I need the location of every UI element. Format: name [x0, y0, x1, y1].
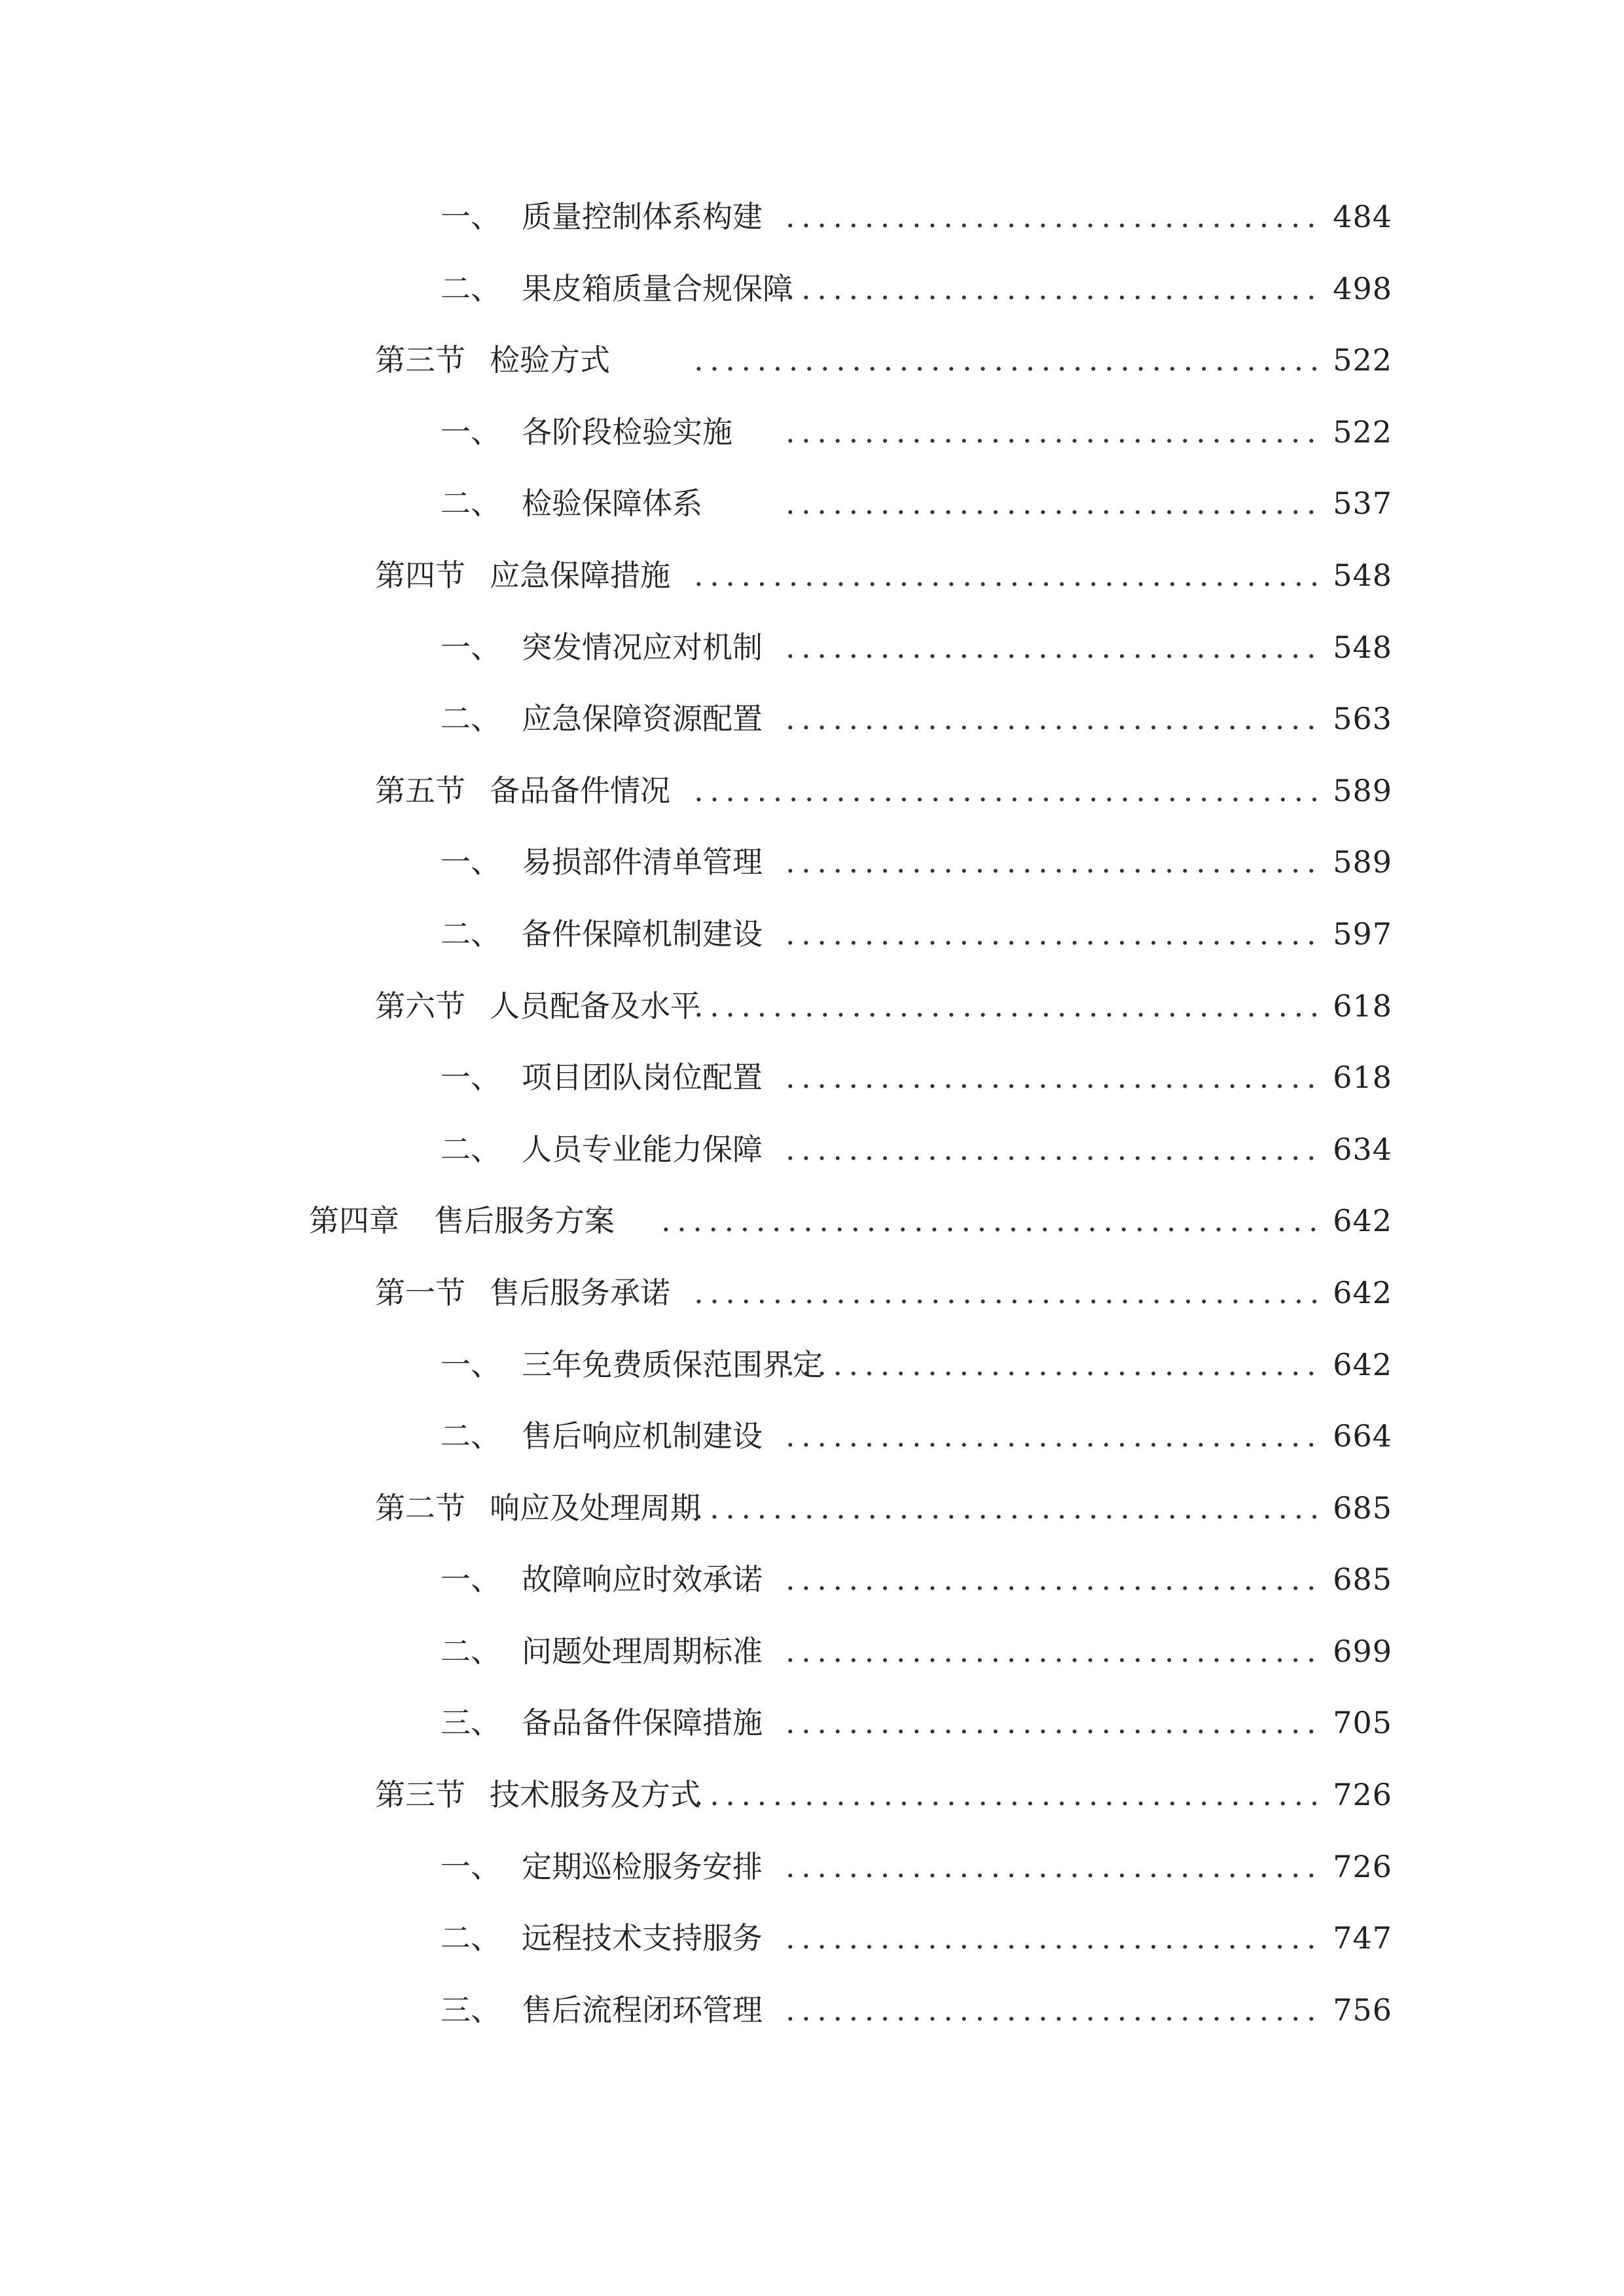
toc-entry-item[interactable]	[0, 194, 1624, 266]
toc-dot-leader	[661, 1198, 1318, 1244]
toc-entry-page-number: 634	[1333, 1131, 1392, 1167]
toc-entry-page-number: 747	[1333, 1920, 1392, 1956]
toc-entry-number: 三、	[441, 1705, 501, 1741]
toc-entry-page-number: 705	[1333, 1705, 1392, 1741]
toc-entry-number: 一、	[441, 1562, 501, 1598]
toc-dot-leader	[785, 1126, 1318, 1172]
toc-entry-page-number: 642	[1333, 1346, 1392, 1382]
toc-entry-section[interactable]	[0, 1485, 1624, 1557]
toc-dot-leader	[785, 409, 1318, 455]
toc-dot-leader	[785, 911, 1318, 957]
toc-entry-item[interactable]	[0, 1413, 1624, 1485]
toc-entry-title: 备件保障机制建设	[522, 916, 763, 952]
toc-entry-section[interactable]	[0, 1270, 1624, 1342]
toc-entry-page-number: 685	[1333, 1562, 1392, 1598]
toc-dot-leader	[694, 552, 1318, 598]
toc-entry-number: 第二节	[375, 1490, 465, 1526]
toc-dot-leader	[785, 1844, 1318, 1890]
toc-entry-section[interactable]	[0, 1772, 1624, 1844]
toc-entry-page-number: 548	[1333, 629, 1392, 665]
toc-entry-section[interactable]	[0, 337, 1624, 409]
toc-dot-leader	[694, 337, 1318, 383]
toc-entry-page-number: 618	[1333, 988, 1392, 1024]
toc-entry-number: 二、	[441, 1633, 501, 1669]
toc-entry-item[interactable]	[0, 1342, 1624, 1414]
toc-entry-item[interactable]	[0, 696, 1624, 768]
toc-entry-page-number: 522	[1333, 414, 1392, 450]
toc-entry-page-number: 589	[1333, 844, 1392, 880]
toc-dot-leader	[785, 1987, 1318, 2033]
toc-entry-title: 应急保障措施	[490, 557, 670, 593]
toc-entry-item[interactable]	[0, 1987, 1624, 2059]
toc-entry-page-number: 548	[1333, 557, 1392, 593]
toc-entry-title: 售后服务承诺	[490, 1274, 670, 1310]
toc-entry-title: 技术服务及方式	[490, 1777, 700, 1813]
toc-entry-section[interactable]	[0, 983, 1624, 1055]
toc-entry-page-number: 522	[1333, 342, 1392, 378]
toc-entry-number: 一、	[441, 844, 501, 880]
toc-entry-title: 果皮箱质量合规保障	[522, 270, 793, 306]
toc-dot-leader	[694, 768, 1318, 814]
toc-entry-number: 第一节	[375, 1274, 465, 1310]
toc-entry-section[interactable]	[0, 768, 1624, 840]
toc-entry-item[interactable]	[0, 1054, 1624, 1126]
toc-entry-page-number: 537	[1333, 486, 1392, 522]
toc-entry-number: 第五节	[375, 772, 465, 808]
toc-entry-number: 第三节	[375, 342, 465, 378]
toc-entry-title: 质量控制体系构建	[522, 199, 763, 234]
toc-entry-page-number: 642	[1333, 1274, 1392, 1310]
toc-entry-number: 第六节	[375, 988, 465, 1024]
toc-entry-number: 二、	[441, 1418, 501, 1454]
toc-entry-page-number: 642	[1333, 1203, 1392, 1239]
toc-entry-number: 第四节	[375, 557, 465, 593]
toc-entry-number: 二、	[441, 1920, 501, 1956]
toc-entry-item[interactable]	[0, 1628, 1624, 1700]
toc-entry-item[interactable]	[0, 839, 1624, 911]
toc-entry-number: 一、	[441, 414, 501, 450]
toc-entry-page-number: 726	[1333, 1848, 1392, 1884]
toc-entry-item[interactable]	[0, 1556, 1624, 1628]
toc-entry-number: 二、	[441, 270, 501, 306]
toc-dot-leader	[785, 1413, 1318, 1459]
toc-entry-number: 一、	[441, 1848, 501, 1884]
toc-entry-title: 项目团队岗位配置	[522, 1060, 763, 1096]
toc-entry-number: 二、	[441, 486, 501, 522]
toc-entry-page-number: 756	[1333, 1992, 1392, 2028]
toc-dot-leader	[785, 1556, 1318, 1602]
toc-entry-title: 故障响应时效承诺	[522, 1562, 763, 1598]
toc-entry-page-number: 685	[1333, 1490, 1392, 1526]
toc-entry-section[interactable]	[0, 552, 1624, 624]
toc-entry-page-number: 597	[1333, 916, 1392, 952]
toc-entry-number: 二、	[441, 916, 501, 952]
toc-entry-page-number: 498	[1333, 270, 1392, 306]
toc-dot-leader	[785, 839, 1318, 885]
toc-entry-chapter[interactable]	[0, 1198, 1624, 1270]
toc-entry-title: 备品备件情况	[490, 772, 670, 808]
toc-entry-number: 一、	[441, 1346, 501, 1382]
toc-entry-title: 问题处理周期标准	[522, 1633, 763, 1669]
toc-dot-leader	[785, 1342, 1318, 1388]
toc-entry-page-number: 726	[1333, 1777, 1392, 1813]
toc-entry-title: 检验方式	[490, 342, 610, 378]
toc-dot-leader	[785, 696, 1318, 742]
toc-entry-page-number: 618	[1333, 1060, 1392, 1096]
toc-entry-number: 三、	[441, 1992, 501, 2028]
toc-entry-item[interactable]	[0, 1700, 1624, 1772]
toc-dot-leader	[785, 624, 1318, 670]
toc-dot-leader	[785, 194, 1318, 240]
toc-entry-page-number: 484	[1333, 199, 1392, 234]
toc-dot-leader	[785, 1054, 1318, 1100]
toc-entry-number: 第三节	[375, 1777, 465, 1813]
toc-entry-title: 售后流程闭环管理	[522, 1992, 763, 2028]
toc-entry-item[interactable]	[0, 911, 1624, 983]
toc-entry-title: 响应及处理周期	[490, 1490, 700, 1526]
toc-entry-page-number: 589	[1333, 772, 1392, 808]
toc-dot-leader	[694, 983, 1318, 1029]
toc-dot-leader	[785, 1700, 1318, 1746]
toc-entry-title: 易损部件清单管理	[522, 844, 763, 880]
toc-dot-leader	[694, 1485, 1318, 1531]
toc-dot-leader	[785, 1915, 1318, 1961]
toc-entry-title: 备品备件保障措施	[522, 1705, 763, 1741]
toc-entry-item[interactable]	[0, 266, 1624, 338]
toc-entry-title: 各阶段检验实施	[522, 414, 732, 450]
toc-entry-title: 三年免费质保范围界定	[522, 1346, 823, 1382]
toc-entry-page-number: 664	[1333, 1418, 1392, 1454]
toc-entry-item[interactable]	[0, 624, 1624, 696]
toc-entry-item[interactable]	[0, 1915, 1624, 1987]
toc-dot-leader	[694, 1270, 1318, 1316]
toc-entry-title: 人员配备及水平	[490, 988, 700, 1024]
toc-entry-title: 定期巡检服务安排	[522, 1848, 763, 1884]
toc-entry-page-number: 699	[1333, 1633, 1392, 1669]
toc-entry-title: 远程技术支持服务	[522, 1920, 763, 1956]
toc-entry-title: 售后响应机制建设	[522, 1418, 763, 1454]
toc-dot-leader	[785, 1628, 1318, 1674]
toc-entry-page-number: 563	[1333, 701, 1392, 737]
table-of-contents	[0, 194, 1624, 2058]
toc-entry-item[interactable]	[0, 1126, 1624, 1198]
toc-dot-leader	[694, 1772, 1318, 1818]
toc-dot-leader	[785, 480, 1318, 526]
toc-entry-title: 检验保障体系	[522, 486, 702, 522]
toc-entry-title: 突发情况应对机制	[522, 629, 763, 665]
toc-entry-title: 人员专业能力保障	[522, 1131, 763, 1167]
toc-entry-number: 一、	[441, 1060, 501, 1096]
toc-entry-title: 售后服务方案	[434, 1203, 615, 1239]
toc-entry-item[interactable]	[0, 480, 1624, 552]
toc-entry-number: 二、	[441, 701, 501, 737]
toc-entry-item[interactable]	[0, 1844, 1624, 1916]
toc-entry-number: 二、	[441, 1131, 501, 1167]
toc-entry-number: 一、	[441, 199, 501, 234]
toc-entry-item[interactable]	[0, 409, 1624, 481]
toc-entry-title: 应急保障资源配置	[522, 701, 763, 737]
toc-entry-number: 第四章	[309, 1203, 399, 1239]
toc-entry-number: 一、	[441, 629, 501, 665]
toc-dot-leader	[785, 266, 1318, 312]
